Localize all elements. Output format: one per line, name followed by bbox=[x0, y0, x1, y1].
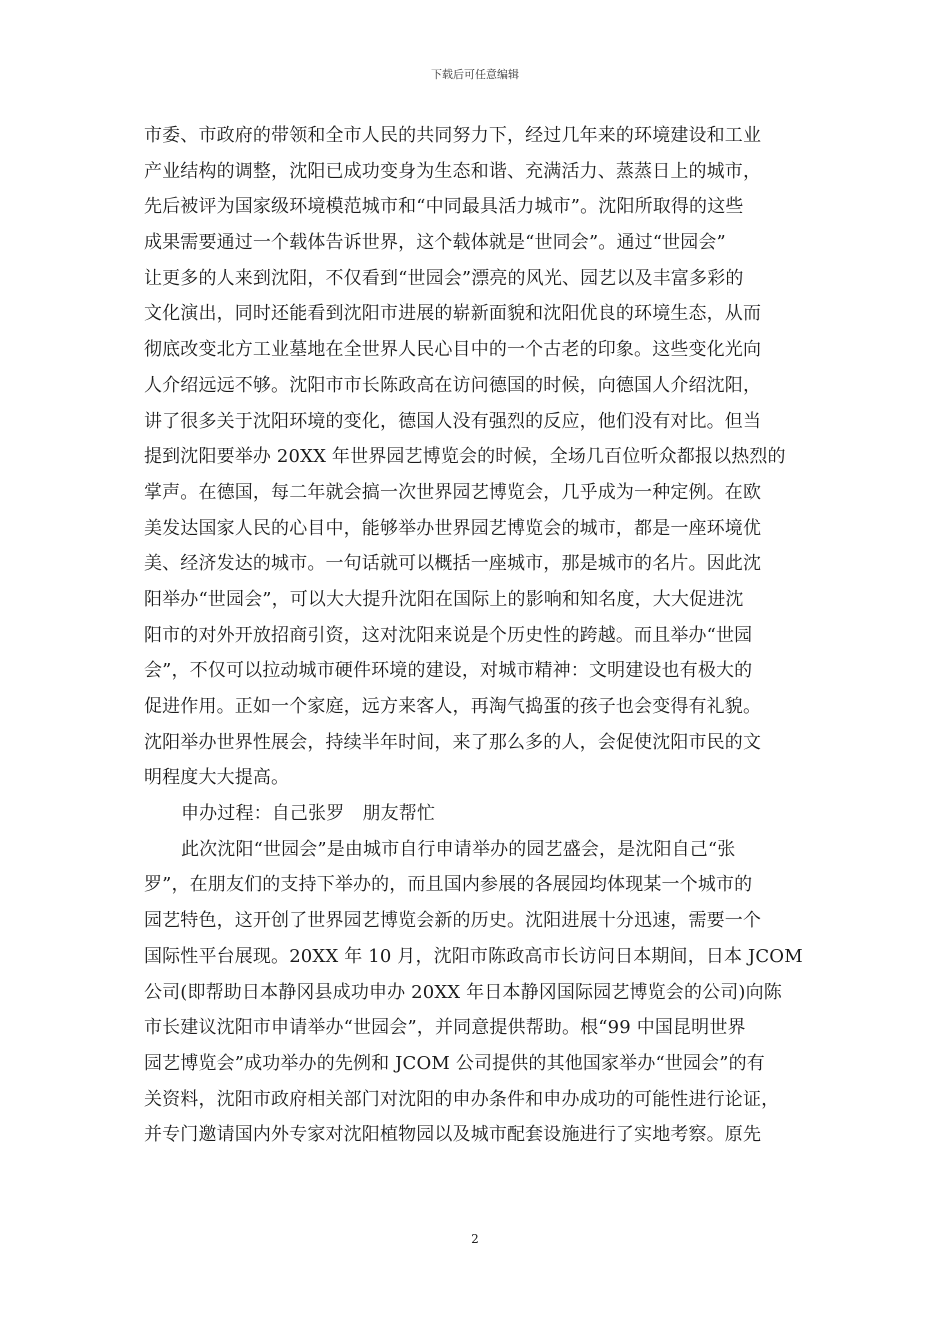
paragraph-1 bbox=[144, 118, 808, 796]
document-body bbox=[144, 118, 808, 1153]
text-line: 美、经济发达的城市。一句话就可以概括一座城市，那是城市的名片。因此沈 bbox=[144, 553, 762, 575]
text-line: 人介绍远远不够。沈阳市市长陈政高在访问德国的时候，向德国人介绍沈阳， bbox=[144, 374, 762, 396]
text-line: 彻底改变北方工业墓地在全世界人民心目中的一个古老的印象。这些变化光向 bbox=[144, 339, 762, 361]
text-line: 沈阳举办世界性展会，持续半年时间，来了那么多的人，会促使沈阳市民的文 bbox=[144, 731, 762, 753]
text-line: 先后被评为国家级环境模范城市和“中同最具活力城市”。沈阳所取得的这些 bbox=[144, 196, 744, 218]
page-number: 2 bbox=[471, 1232, 479, 1246]
text-line: 国际性平台展现。20XX 年 10 月，沈阳市陈政高市长访问日本期间，日本 JCOM bbox=[144, 945, 803, 967]
section-heading-text: 申办过程：自己张罗 朋友帮忙 bbox=[181, 803, 436, 825]
text-line: 明程度大大提高。 bbox=[144, 767, 290, 789]
text-line: 阳市的对外开放招商引资，这对沈阳来说是个历史性的跨越。而且举办“世园 bbox=[144, 624, 753, 646]
text-line: 阳举办“世园会”，可以大大提升沈阳在国际上的影响和知名度，大大促进沈 bbox=[144, 588, 744, 610]
text-line: 并专门邀请国内外专家对沈阳植物园以及城市配套设施进行了实地考察。原先 bbox=[144, 1124, 762, 1146]
text-line: 美发达国家人民的心目中，能够举办世界园艺博览会的城市，都是一座环境优 bbox=[144, 517, 762, 539]
text-line: 掌声。在德国，每二年就会搞一次世界园艺博览会，几乎成为一种定例。在欧 bbox=[144, 481, 762, 503]
text-line: 会”，不仅可以拉动城市硬件环境的建设，对城市精神：文明建设也有极大的 bbox=[144, 660, 753, 682]
page-header-note: 下载后可任意编辑 bbox=[431, 68, 519, 81]
text-line: 园艺博览会”成功举办的先例和 JCOM 公司提供的其他国家举办“世园会”的有 bbox=[144, 1052, 765, 1074]
text-line: 让更多的人来到沈阳，不仅看到“世园会”漂亮的风光、园艺以及丰富多彩的 bbox=[144, 267, 744, 289]
paragraph-2 bbox=[144, 832, 808, 1153]
text-line: 促进作用。正如一个家庭，远方来客人，再淘气捣蛋的孩子也会变得有礼貌。 bbox=[144, 696, 762, 717]
text-line: 提到沈阳要举办 20XX 年世界园艺博览会的时候，全场几百位听众都报以热烈的 bbox=[144, 446, 786, 468]
text-line: 园艺特色，这开创了世界园艺博览会新的历史。沈阳进展十分迅速，需要一个 bbox=[144, 910, 762, 932]
text-line: 公司(即帮助日本静冈县成功申办 20XX 年日本静冈国际园艺博览会的公司)向陈 bbox=[144, 981, 782, 1003]
text-line: 关资料，沈阳市政府相关部门对沈阳的申办条件和申办成功的可能性进行论证， bbox=[144, 1088, 780, 1110]
text-line: 产业结构的调整，沈阳已成功变身为生态和谐、充满活力、蒸蒸日上的城市， bbox=[144, 160, 762, 182]
text-line: 讲了很多关于沈阳环境的变化，德国人没有强烈的反应，他们没有对比。但当 bbox=[144, 410, 762, 432]
text-line: 此次沈阳“世园会”是由城市自行申请举办的园艺盛会，是沈阳自己“张 bbox=[181, 838, 736, 860]
text-line: 市长建议沈阳市申请举办“世园会”，并同意提供帮助。根“99 中国昆明世界 bbox=[144, 1017, 746, 1039]
text-line: 文化演出，同时还能看到沈阳市进展的崭新面貌和沈阳优良的环境生态，从而 bbox=[144, 303, 762, 325]
section-heading bbox=[144, 796, 808, 832]
text-line: 罗”，在朋友们的支持下举办的，而且国内参展的各展园均体现某一个城市的 bbox=[144, 874, 753, 896]
text-line: 市委、市政府的带领和全市人民的共同努力下，经过几年来的环境建设和工业 bbox=[144, 125, 762, 146]
text-line: 成果需要通过一个载体告诉世界，这个载体就是“世同会”。通过“世园会” bbox=[144, 232, 726, 254]
